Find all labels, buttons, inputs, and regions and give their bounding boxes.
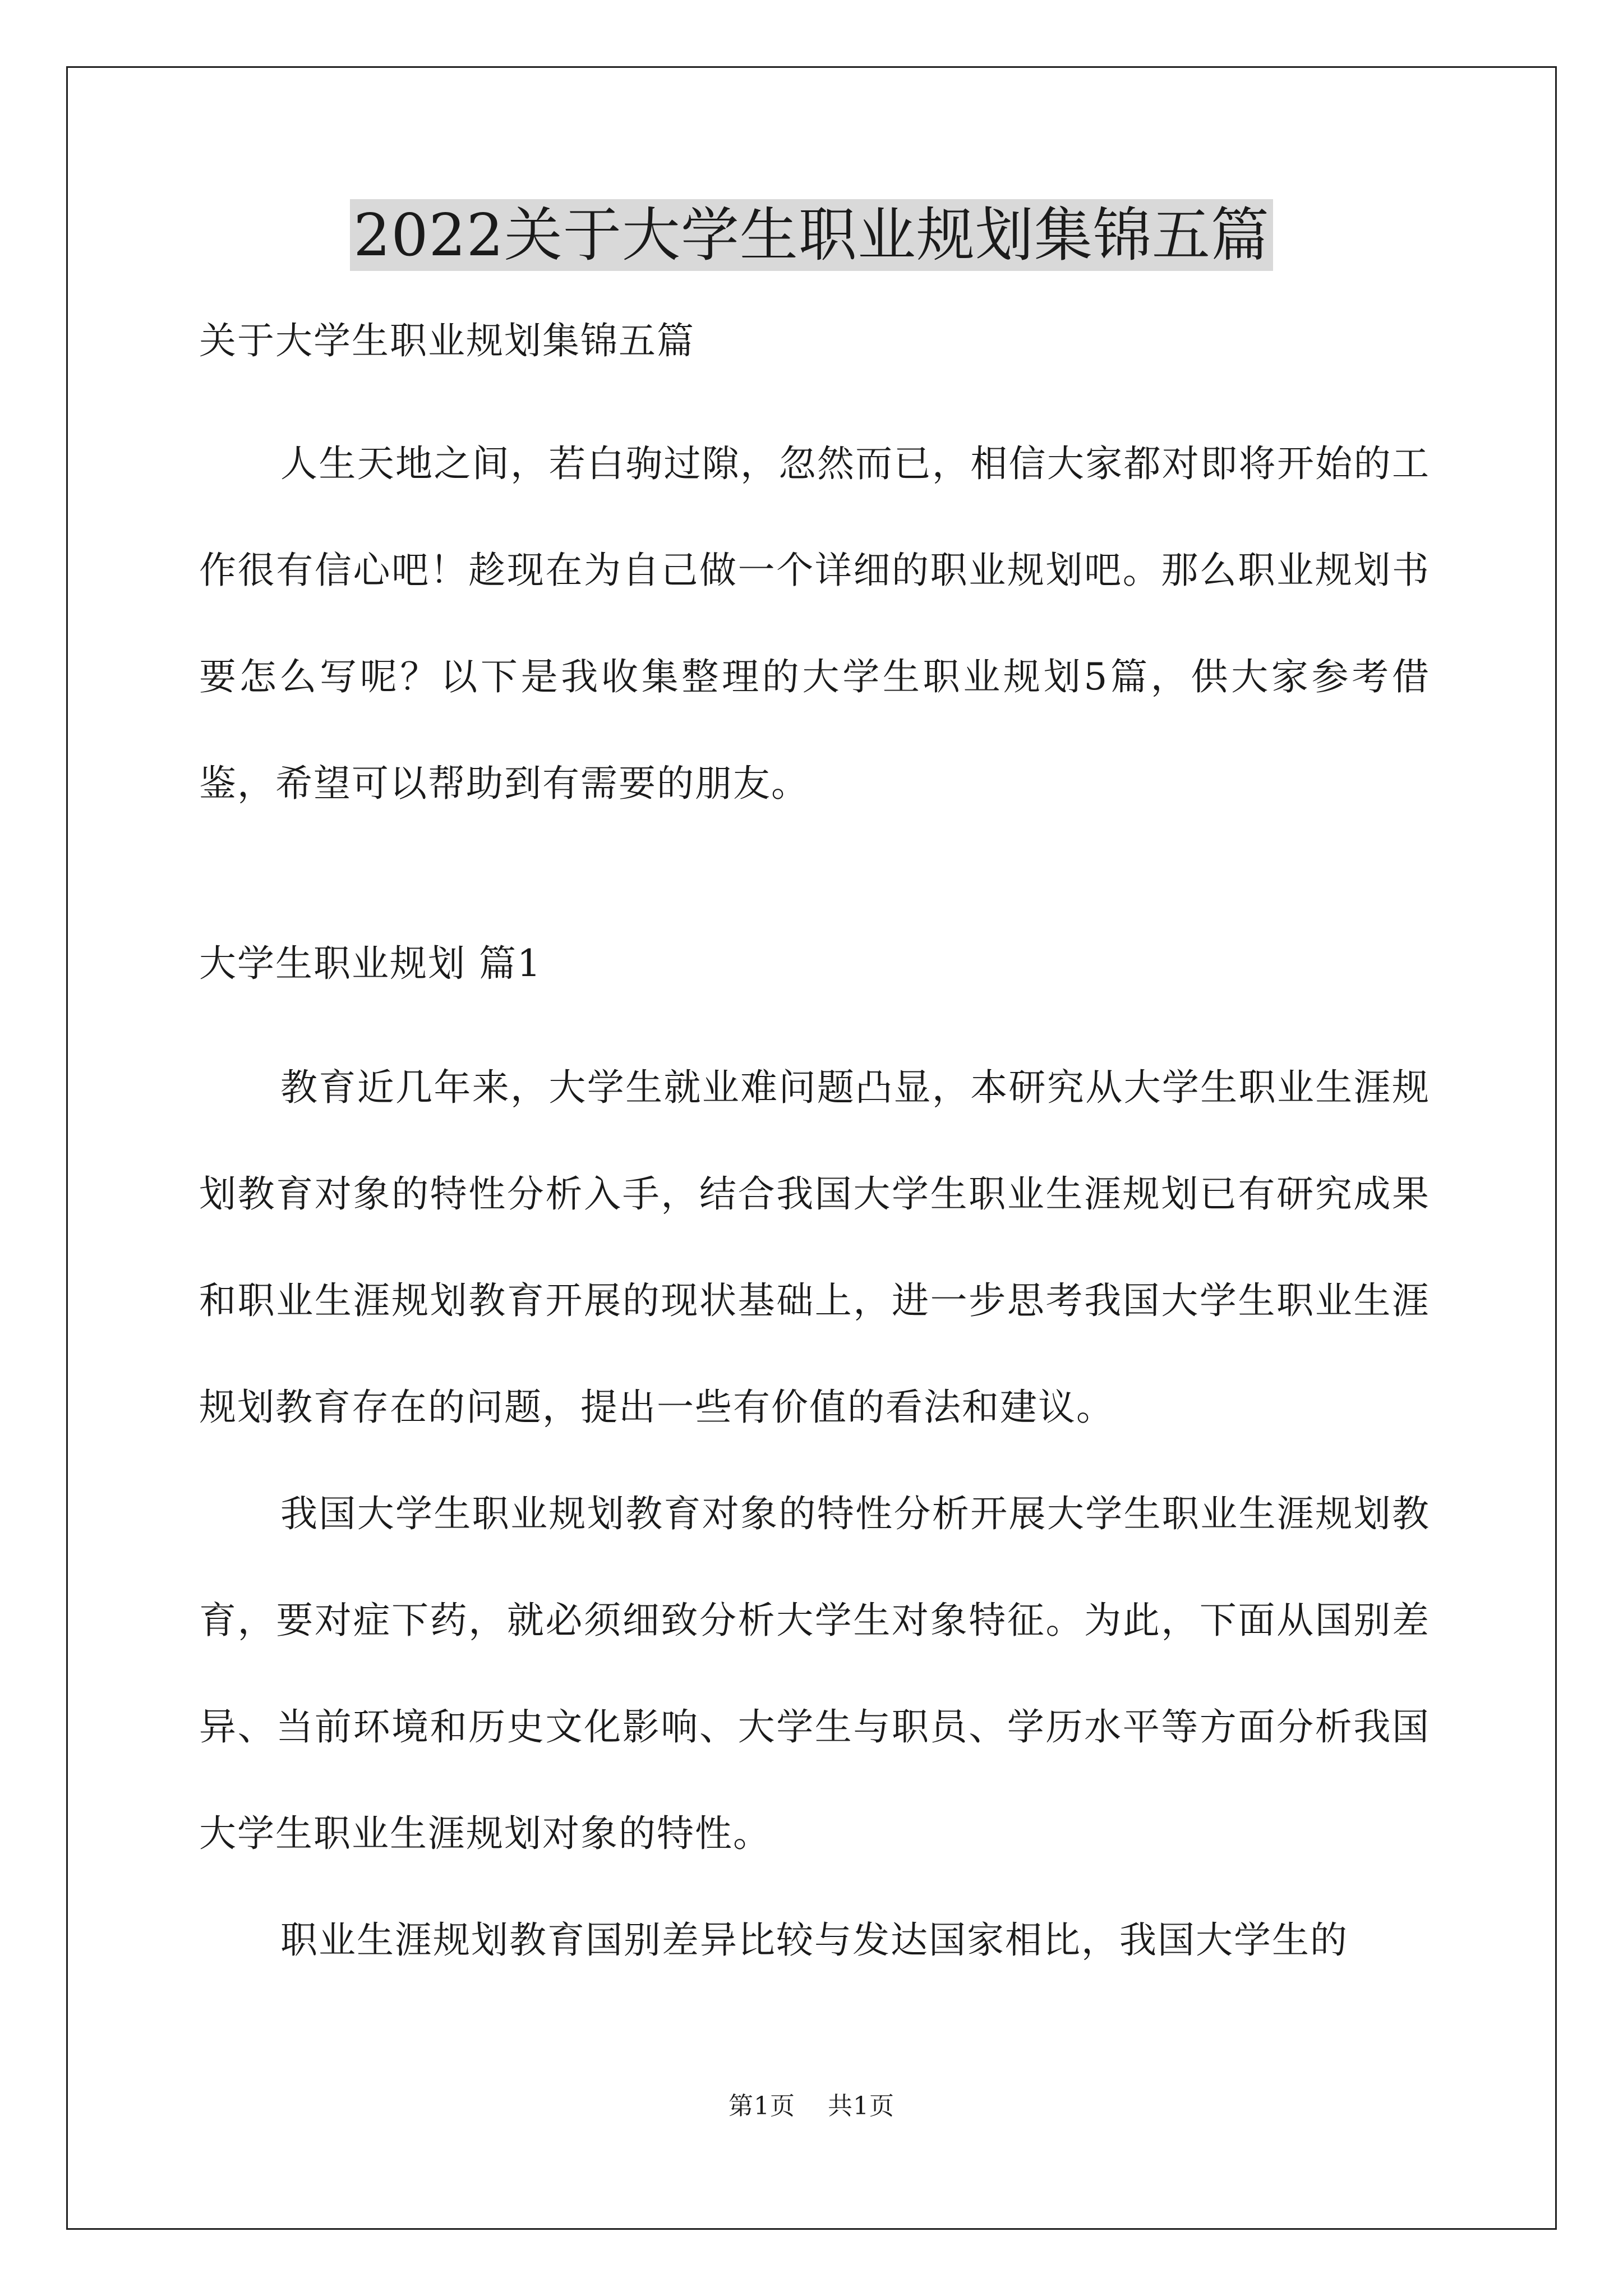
section-heading: 大学生职业规划 篇1 xyxy=(199,942,542,985)
page-footer xyxy=(0,2090,1623,2123)
document-title: 2022关于大学生职业规划集锦五篇 xyxy=(350,199,1273,271)
intro-paragraph: 人生天地之间，若白驹过隙，忽然而已，相信大家都对即将开始的工作很有信心吧！趁现在为自己做一个详细的职业规划吧。那么职业规划书要怎么写呢？以下是我收集整理的大学生职业规划5篇，供大家参考借鉴，希望可以帮助到有需要的朋友。 xyxy=(199,442,1430,805)
body-paragraph: 职业生涯规划教育国别差异比较与发达国家相比，我国大学生的 xyxy=(280,1918,1348,1962)
page-number: 第1页 xyxy=(728,2092,795,2120)
body-paragraph: 教育近几年来，大学生就业难问题凸显，本研究从大学生职业生涯规划教育对象的特性分析入手，结合我国大学生职业生涯规划已有研究成果和职业生涯规划教育开展的现状基础上，进一步思考我国大学生职业生涯规划教育存在的问题，提出一些有价值的看法和建议。 xyxy=(199,1066,1430,1429)
page-total: 共1页 xyxy=(828,2092,895,2120)
body-paragraph: 我国大学生职业规划教育对象的特性分析开展大学生职业生涯规划教育，要对症下药，就必须细致分析大学生对象特征。为此，下面从国别差异、当前环境和历史文化影响、大学生与职员、学历水平等方面分析我国大学生职业生涯规划对象的特性。 xyxy=(199,1492,1430,1855)
document-body xyxy=(199,314,1430,1994)
title-container xyxy=(0,199,1623,271)
document-subtitle: 关于大学生职业规划集锦五篇 xyxy=(199,319,695,362)
